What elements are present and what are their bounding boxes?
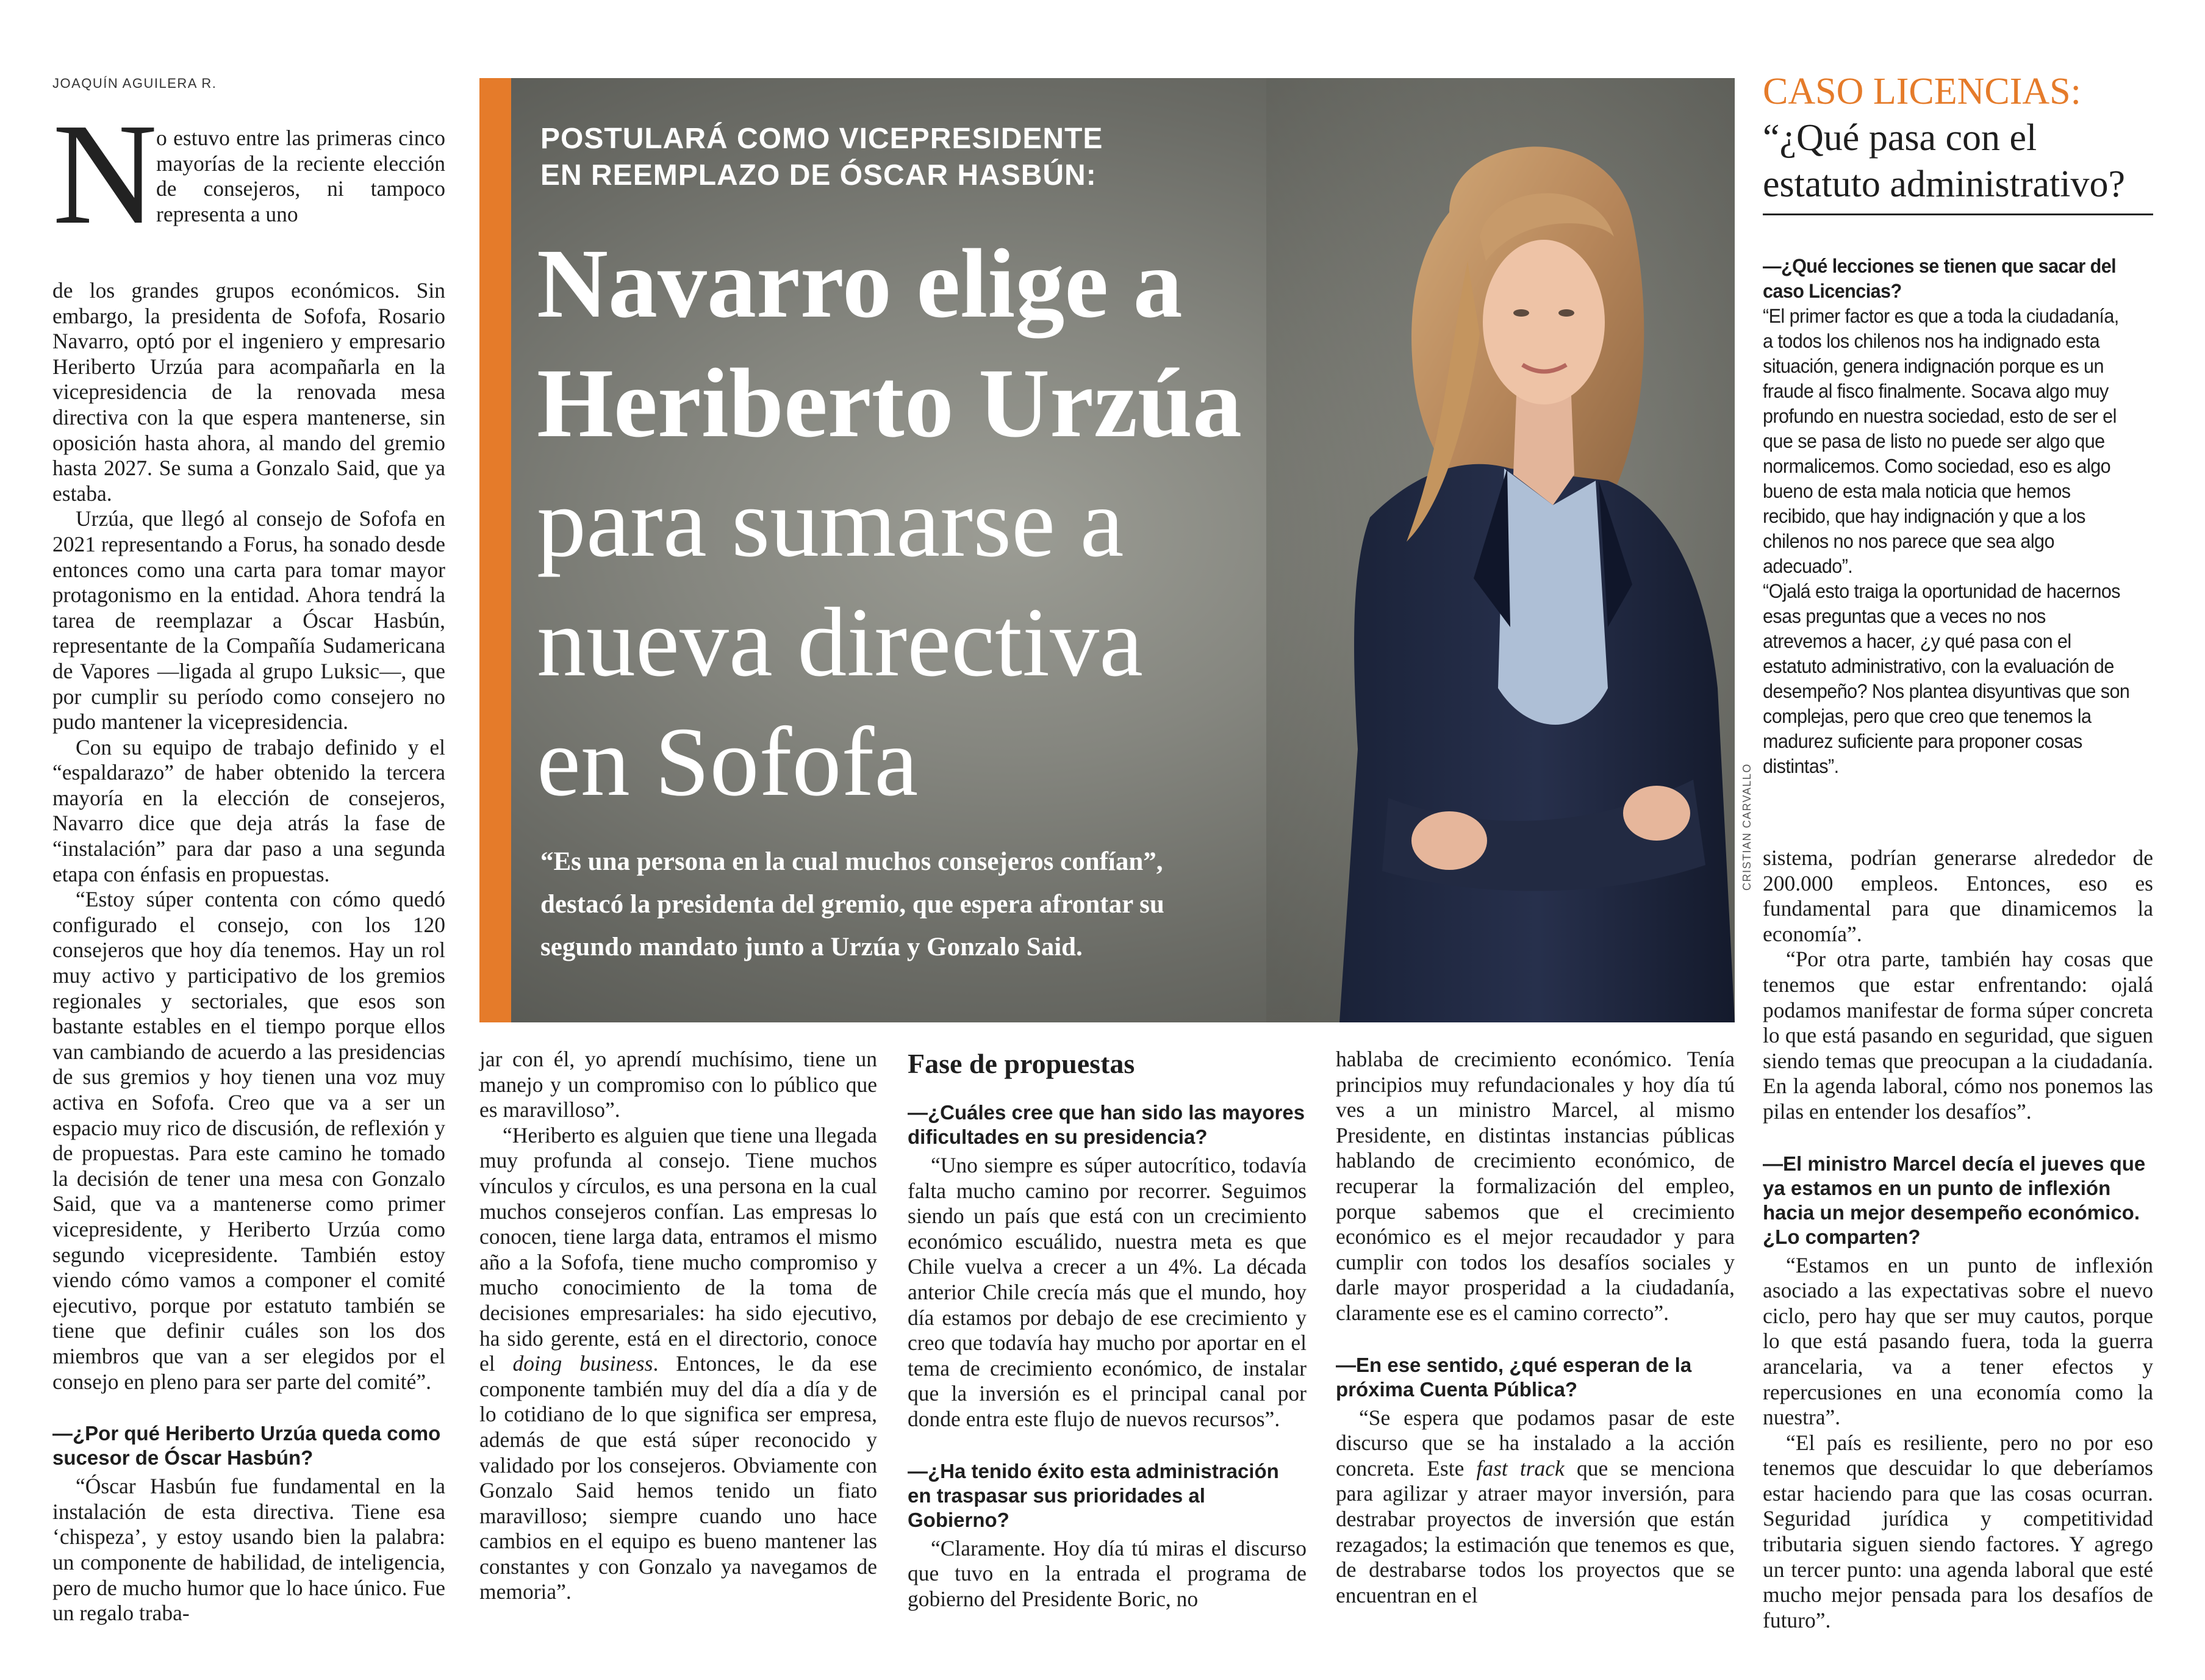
- sidebar-divider: [1763, 214, 2153, 215]
- paragraph: [479, 1123, 877, 1605]
- intro-paragraph: de los grandes grupos económicos. Sin embargo, la presidenta de Sofofa, Rosario Navarro, optó por el ingeniero y empresario Heriberto Urzúa para acompañarla en la vicepresidencia de la renovada mesa directiva con la que espera mantenerse, sin oposición hasta ahora, al mando del gremio hasta 2027. Se suma a Gonzalo Said, que ya estaba.: [52, 278, 445, 506]
- sidebar-question: —¿Qué lecciones se tienen que sacar del caso Licencias?: [1763, 255, 2117, 302]
- headline-line: en Sofofa: [537, 708, 919, 817]
- interview-answer: “Claramente. Hoy día tú miras el discurso que tuvo en la entrada el programa de gobierno del Presidente Boric, no: [908, 1535, 1307, 1611]
- paragraph: Con su equipo de trabajo definido y el “espaldarazo” de haber obtenido la tercera mayoría en la elección de consejeros, Navarro dice que deja atrás la fase de “instalación” para dar paso a una segunda etapa con énfasis en propuestas.: [52, 734, 445, 886]
- section-subhead: Fase de propuestas: [908, 1048, 1135, 1079]
- sidebar-answer: “El primer factor es que a toda la ciudadanía, a todos los chilenos nos ha indignado esta situación, genera indignación porque es un fraude al fisco finalmente. Socava algo muy profundo en nuestra sociedad, esto de ser el que se pasa de listo no puede ser algo que normalicemos. Como sociedad, eso es algo bueno de esta mala noticia que hemos recibido, que hay indignación y que a los chilenos no nos parece que sea algo adecuado”.: [1763, 305, 2119, 577]
- interview-question: —¿Ha tenido éxito esta administración en traspasar sus prioridades al Gobierno?: [908, 1459, 1279, 1531]
- article-column-5: [1763, 845, 2153, 1633]
- accent-bar: [479, 78, 511, 1022]
- paragraph-text: “Se espera que podamos pasar de este discurso que se ha instalado a la acción concreta. Este: [1336, 1405, 1735, 1481]
- paragraph: “Estoy súper contenta con cómo quedó configurado el consejo, con los 120 consejeros que hoy día tenemos. Hay un rol muy activo y participativo de los gremios regionales y sectoriales, que esos son bastante estables en el tiempo porque ellos van cambiando de acuerdo a las presidencias de sus gremios y hoy tienen una voz muy activa en Sofofa. Creo que va a ser un espacio muy rico de discusión, de reflexión y de propuestas. Para este camino he tomado la decisión de tener una mesa con Gonzalo Said, que va a mantenerse como primer vicepresidente, y Heriberto Urzúa como segundo vicepresidente. También estoy viendo cómo vamos a componer el comité ejecutivo, porque por estatuto también se tiene que definir cuáles son los dos miembros que van a ser elegidos por el consejo en pleno para ser parte del comité”.: [52, 887, 445, 1394]
- paragraph-text: “Heriberto es alguien que tiene una llegada muy profunda al consejo. Tiene muchos vínculos y círculos, es una persona en la cual muchos consejeros confían. Las empresas lo conocen, tiene larga data, entramos el mismo año a la Sofofa, tiene mucho compromiso y mucho conocimiento de la toma de decisiones empresariales: ha sido ejecutivo, ha sido gerente, está en el directorio, conoce el: [479, 1122, 877, 1376]
- headline-line: para sumarse a: [537, 468, 1124, 578]
- sidebar-title: “¿Qué pasa con el estatuto administrativo?: [1763, 117, 2126, 205]
- headline-line: Navarro elige a: [537, 229, 1183, 339]
- interview-question: —En ese sentido, ¿qué esperan de la próxima Cuenta Pública?: [1336, 1353, 1692, 1401]
- photo-credit: CRISTIAN CARVALLO: [1741, 763, 1753, 891]
- interview-answer: “Óscar Hasbún fue fundamental en la instalación de esta directiva. Tiene esa ‘chispeza’, y estoy usando bien la palabra: un componente de habilidad, de inteligencia, pero de mucho humor que lo hace único. Fue un regalo traba-: [52, 1474, 445, 1626]
- interview-answer: [1336, 1405, 1735, 1609]
- italic-term: fast track: [1476, 1456, 1565, 1481]
- byline: JOAQUÍN AGUILERA R.: [52, 76, 217, 91]
- paragraph: Urzúa, que llegó al consejo de Sofofa en 2021 representando a Forus, ha sonado desde entonces como una carta para tomar mayor protagonismo en la entidad. Ahora tendrá la tarea de reemplazar a Óscar Hasbún, representante de la Compañía Sudamericana de Vapores —ligada al grupo Luksic—, que por cumplir su período como consejero no pudo mantener la vicepresidencia.: [52, 506, 445, 734]
- portrait-photo: [1266, 78, 1735, 1022]
- interview-question: —El ministro Marcel decía el jueves que ya estamos en un punto de inflexión hacia un mejor desempeño económico. ¿Lo comparten?: [1763, 1152, 2146, 1248]
- paragraph-text: que se menciona para agilizar y atraer mayor inversión, para destrabar proyectos de inversión que están rezagados; la estimación que tenemos es que, de destrabarse todos los proyectos que se encuentran en el: [1336, 1456, 1735, 1607]
- paragraph: sistema, podrían generarse alrededor de 200.000 empleos. Entonces, eso es fundamental para que dinamicemos la economía”.: [1763, 845, 2153, 946]
- article-column-2: [479, 1047, 877, 1605]
- article-column-1: [52, 278, 445, 1626]
- sidebar-body: [1763, 254, 2130, 779]
- paragraph: jar con él, yo aprendí muchísimo, tiene un manejo y un compromiso con lo público que es maravilloso”.: [479, 1047, 877, 1122]
- sidebar-kicker: CASO LICENCIAS:: [1763, 71, 2081, 112]
- interview-question: —¿Cuáles cree que han sido las mayores dificultades en su presidencia?: [908, 1101, 1305, 1148]
- interview-answer: “Uno siempre es súper autocrítico, todavía falta mucho camino por recorrer. Seguimos siendo un país que está con un crecimiento económico escuálido, nuestra meta es que Chile vuelva a crecer a un 4%. La década anterior Chile crecía más que el mundo, hoy día estamos por debajo de ese crecimiento y creo que todavía hay mucho por aportar en el tema de crecimiento económico, de instalar que la inversión es el principal canal por donde entra este flujo de nuevos recursos”.: [908, 1153, 1307, 1431]
- intro-lead: [156, 126, 445, 227]
- interview-answer: “Estamos en un punto de inflexión asociado a las expectativas sobre el nuevo ciclo, pero hay que ser muy cautos, porque lo que está pasando fuera, toda la guerra arancelaria, va a tener efectos y repercusiones en una economía como la nuestra”.: [1763, 1252, 2153, 1430]
- headline-line: Heriberto Urzúa: [537, 349, 1242, 458]
- paragraph-text: . Entonces, le da ese componente también muy del día a día y de lo cotidiano de lo que significa ser empresa, además de que está súper reconocido y validado por los consejeros. Obviamente con Gonzalo Said hemos tenido un fiato maravilloso; siempre cuando uno hace cambios en el equipo es bueno mantener las constantes y con Gonzalo ya navegamos de memoria”.: [479, 1351, 877, 1604]
- interview-answer: “El país es resiliente, pero no por eso tenemos que descuidar lo que deberíamos estar haciendo para que las cosas ocurran. Seguridad jurídica y competitividad tributaria siguen siendo factores. Y agrego un tercer punto: una agenda laboral que esté mucho mejor pensada para los desafíos de futuro”.: [1763, 1430, 2153, 1632]
- kicker-line: POSTULARÁ COMO VICEPRESIDENTE: [540, 123, 1103, 155]
- headline-line: nueva directiva: [537, 588, 1143, 697]
- headline-kicker: [540, 121, 1103, 194]
- paragraph: “Por otra parte, también hay cosas que tenemos que estar enfrentando: ojalá podamos manifestar de forma súper concreta lo que está pasando en seguridad, que siguen siendo temas que preocupan a la ciudadanía. En la agenda laboral, cómo nos ponemos las pilas en entender los desafíos”.: [1763, 947, 2153, 1124]
- headline-photo-banner: [479, 78, 1735, 1022]
- pull-quote: “Es una persona en la cual muchos consejeros confían”, destacó la presidenta del gremio, que espera afrontar su segundo mandato junto a Urzúa y Gonzalo Said.: [540, 847, 1164, 961]
- drop-cap: N: [52, 94, 157, 254]
- sidebar-answer: “Ojalá esto traiga la oportunidad de hacernos esas preguntas que a veces no nos atrevemos a hacer, ¿y qué pasa con el estatuto administrativo, con la evaluación de desempeño? Nos plantea disyuntivas que son complejas, pero que creo que tenemos la madurez suficiente para proponer cosas distintas”.: [1763, 580, 2130, 777]
- interview-question: —¿Por qué Heriberto Urzúa queda como sucesor de Óscar Hasbún?: [52, 1422, 441, 1470]
- intro-lead-text: o estuvo entre las primeras cinco mayorías de la reciente elección de consejeros, ni tampoco representa a uno: [156, 126, 445, 226]
- italic-term: doing business: [512, 1351, 653, 1376]
- article-column-3: [908, 1048, 1307, 1612]
- paragraph: hablaba de crecimiento económico. Tenía principios muy refundacionales y hoy día tú ves a un ministro Marcel, al mismo Presidente, en distintas instancias públicas hablando de crecimiento económico, de recuperar la formalización del empleo, porque sabemos que el crecimiento económico es el mejor recaudador y para cumplir con todos los desafíos sociales y darle mayor prosperidad a la ciudadanía, claramente ese es el camino correcto”.: [1336, 1047, 1735, 1325]
- headline: [537, 224, 1330, 822]
- article-column-4: [1336, 1047, 1735, 1608]
- kicker-line: EN REEMPLAZO DE ÓSCAR HASBÚN:: [540, 159, 1097, 192]
